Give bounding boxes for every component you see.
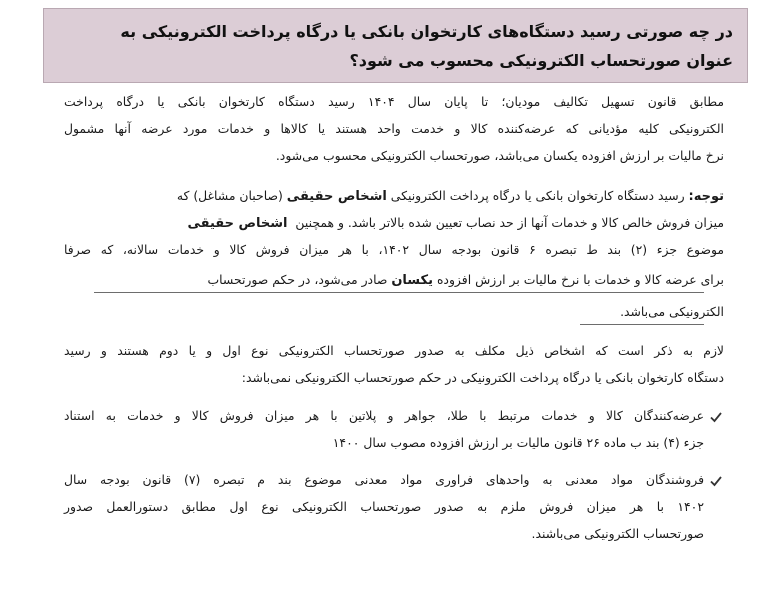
bullet-1-line-1: عرضه‌کنندگان کالا و خدمات مرتبط با طلا، جواهر و پلاتین با هر میزان فروش کالا و خدمات به استناد [64,408,704,423]
note-line-4-bold: یکسان [391,273,433,288]
para2-line-2: دستگاه کارتخوان بانکی یا درگاه پرداخت الکترونیکی در حکم صورتحساب الکترونیکی نمی‌باشد: [241,370,724,385]
para1-line-2: الکترونیکی کلیه مؤدیانی که عرضه‌کننده کالا و خدمت واحد هستند یا کالاها و خدمات مورد عرضه آنها مشمول [64,121,724,136]
question-header [43,8,748,83]
note-label: توجه: [688,189,724,204]
note-line-4-text: برای عرضه کالا و خدمات با نرخ مالیات بر ارزش افزوده [436,272,724,287]
bullet-2-line-2: ۱۴۰۲ با هر میزان فروش ملزم به صدور صورتحساب الکترونیکی نوع اول مطابق دستورالعمل صدور [64,499,704,514]
note-line-2-bold: اشخاص حقیقی [187,216,288,231]
question-line-2: عنوان صورتحساب الکترونیکی محسوب می شود؟ [349,51,733,70]
checkmark-icon [709,410,723,424]
note-line-4-end: صادر می‌شود، در حکم صورتحساب [207,272,388,287]
note-line-2 [187,213,724,234]
note-line-3: موضوع جزء (۲) بند ط تبصره ۶ قانون بودجه سال ۱۴۰۲، با هر میزان فروش کالا و خدمات سالانه، که صرفا [64,242,725,257]
bullet-2-line-1: فروشندگان مواد معدنی به واحدهای فراوری مواد معدنی موضوع بند م تبصره (۷) قانون بودجه سال [64,472,704,487]
note-line-4 [207,270,724,291]
note-line-5: الکترونیکی می‌باشد. [620,304,724,319]
para1-line-1: مطابق قانون تسهیل تکالیف مودیان؛ تا پایان سال ۱۴۰۴ رسید دستگاه کارتخوان بانکی یا درگاه پرداخت [64,94,724,109]
underline-rule-2 [580,324,704,325]
underline-rule-1 [94,292,704,293]
note-line-2-text: میزان فروش خالص کالا و خدمات آنها از حد نصاب تعیین شده بالاتر باشد. و همچنین [295,215,724,230]
note-line-1 [177,186,724,207]
bullet-2-line-3: صورتحساب الکترونیکی می‌باشند. [531,526,704,541]
note-line-1-text: رسید دستگاه کارتخوان بانکی یا درگاه پرداخت الکترونیکی [390,188,685,203]
note-line-1-bold: اشخاص حقیقی [286,189,387,204]
para2-line-1: لازم به ذکر است که اشخاص ذیل مکلف به صدور صورتحساب الکترونیکی نوع اول و یا دوم هستند و رسید [64,343,724,358]
bullet-1-line-2: جزء (۴) بند ب ماده ۲۶ قانون مالیات بر ارزش افزوده مصوب سال ۱۴۰۰ [332,435,704,450]
checkmark-icon [709,474,723,488]
para1-line-3: نرخ مالیات بر ارزش افزوده یکسان می‌باشد، صورتحساب الکترونیکی محسوب می‌شود. [275,148,724,163]
question-line-1: در چه صورتی رسید دستگاه‌های کارتخوان بانکی یا درگاه پرداخت الکترونیکی به [120,22,733,41]
note-line-1-end: (صاحبان مشاغل) که [176,188,283,203]
